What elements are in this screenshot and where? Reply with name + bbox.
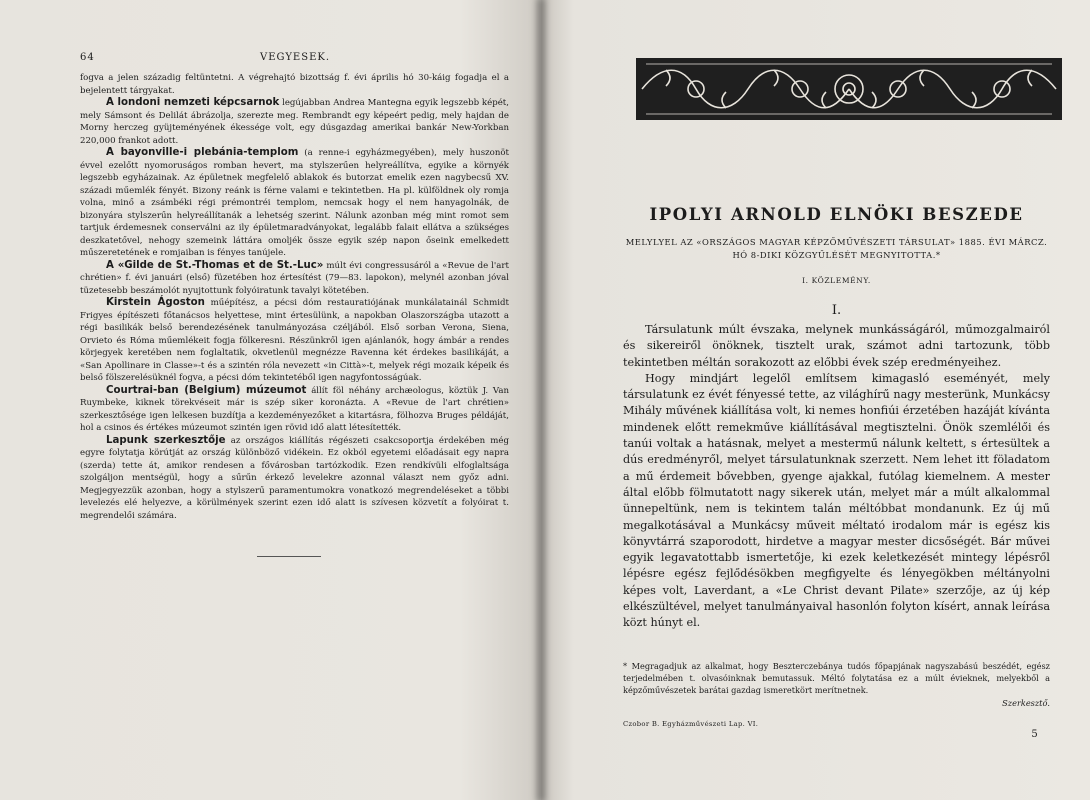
- part-label: I. KÖZLEMÉNY.: [802, 276, 871, 285]
- article-subtitle: MELYLYEL AZ «ORSZÁGOS MAGYAR KÉPZŐMŰVÉSZETI TÁRSULAT» 1885. ÉVI MÁRCZ. HÓ 8-DIKI KÖZGYŰLÉSÉT MEGNYITOTTA.*: [625, 237, 1048, 260]
- paragraph-body: műépítész, a pécsi dóm restauratiójának munkálatainál Schmidt Frigyes építészeti főtanácsos helyettese, mint értesülünk, a napokban Olaszországba utazott a régi basilikák belső berendezésének tanulmányozása czéljából. Első sorban Verona, Siena, Orvieto és Róma műemlékeit fogja fölkeresni. Részünkről igen ajánlanók, hogy ámbár a rendes körjegyek keretében nem foglaltatik, okvetlenül megnézze Ravenna két érdekes basilikáját, a «San Apollinare in Classe»-t és a szintén róla nevezett «in Città»-t, melyek régi mozaik képeik és belső fölszerelésüknél fogva, a pécsi dóm tekintetéből igen nagyfontosságúak.: [80, 298, 510, 383]
- paragraph-heading: A «Gilde de St.-Thomas et de St.-Luc»: [106, 259, 324, 271]
- running-header: [80, 52, 509, 72]
- paragraph: [80, 260, 509, 298]
- paragraph: [80, 435, 509, 523]
- left-page: [0, 0, 541, 800]
- page-number: 64: [80, 52, 95, 63]
- page-number: 5: [1031, 729, 1038, 740]
- signature-line: Czobor B. Egyházművészeti Lap. VI.: [623, 720, 759, 728]
- section-number: I.: [831, 303, 842, 318]
- paragraph-heading: Courtrai-ban (Belgium) múzeumot: [106, 384, 307, 396]
- paragraph-body: állít föl néhány archæologus, köztük J. Van Ruymbeke, kiknek törekvéseit már is szép siker koronázta. A «Revue de l'art chrétien» szerkesztősége igen lelkesen buzdítja a kezdeményezőket a kitartásra, fölhozva Bruges példáját, hol a csinos és értékes múzeumot szintén igen rövid idő alatt létesítették.: [80, 385, 509, 433]
- right-text-body: [623, 322, 1050, 632]
- paragraph-body: (a renne-i egyházmegyében), mely huszonöt évvel ezelőtt nyomoruságos romban hevert, ma stylszerűen helyreállítva, egyike a környék legszebb egyházainak. Az épületnek megfelelő ablakok és butorzat emelik ezen nagybecsű XV. századi műemlék fényét. Bizony reánk is férne valami e tekintetben. Ha pl. külföldnek oly romja volna, minő a zsámbéki régi prémontréi templom, nemcsak hogy el nem hanyagolnák, de bizonyára stylszerűn helyreállítanák a lehetség szerint. Nálunk azonban még mint romot sem tartjuk érdemesnek conserválni az ily épületmaradványokat, legalább falait ellátva a szükséges deszkatetővel, nehogy szemeink láttára omoljék össze egyik szép napon őseink emelkedett műszeretetének e romjaiban is fényes tanújele.: [80, 148, 509, 258]
- paragraph-heading: A bayonville-i plebánia-templom: [106, 147, 299, 158]
- paragraph-heading: Kirstein Ágoston: [106, 297, 205, 308]
- running-head-title: VEGYESEK.: [260, 52, 331, 63]
- right-page: [541, 0, 1090, 800]
- ornamental-headpiece: [636, 58, 1062, 120]
- paragraph: [80, 385, 509, 435]
- paragraph-body: fogva a jelen századig feltüntetni. A végrehajtó bizottság f. évi április hó 30-káig fogadja el a bejelentett tárgyakat.: [80, 73, 509, 96]
- paragraph: Hogy mindjárt legelől említsem kimagasló eseményét, mely társulatunk ez évét fényessé tette, az világhírű nagy mesterünk, Munkácsy Mihály művének kiállítása volt, ki nemes honfiúi érzetében hazáját kívánta mindenek előtt remekműve kiállításával megtisztelni. Önök szemlélői és tanúi voltak a hatásnak, melyet a mestermű nálunk keltett, s értesültek a dús eredményről, melyet társulatunknak szerzett. Nem lehet itt föladatom a mű érdemeit bővebben, gyenge ajakkal, futólag kiemelnem. A mester által előbb fölmutatott nagy sikerek után, melyet már a múlt alkalommal ünnepeltünk, nem is tekintem talán méltóbbat mondanunk. Ez új mű megalkotásával a Munkácsy műveit méltató irodalom már is egész kis könyvtárrá szaporodott, hirdetve a magyar mester dicsőségét. Bár művei egyik legavatottabb ismertetője, ki ezek keletkezését mintegy lépésről lépésre egész fejlődésökben megfigyelte és lényegökben méltányolni képes volt, Laverdant, a «Le Christ devant Pilate» szerzője, az új kép elkészültével, melyet tanulmányaival hasonlón folyton kísért, annak leírása közt húnyt el.: [623, 371, 1050, 630]
- page-footer: [623, 720, 1050, 740]
- paragraph: Társulatunk múlt évszaka, melynek munkásságáról, műmozgalmairól és sikereiről önöknek, tisztelt urak, számot adni tartozunk, több tekintetben méltán sorakozott az előbbi évek szép eredményeihez.: [623, 323, 1050, 369]
- footnote-text: * Megragadjuk az alkalmat, hogy Beszterczebánya tudós főpapjának nagyszabású beszédét, egész terjedelmében t. olvasóinknak bemutassuk. Méltó folytatása ez a múlt évieknek, melyekből a képzőművészetek barátai gazdag ismeretkört merítnetnek.: [623, 661, 1050, 696]
- left-text-body: [80, 72, 509, 522]
- paragraph-heading: Lapunk szerkesztője: [106, 434, 226, 446]
- footnote-signature: Szerkesztő.: [1002, 697, 1050, 708]
- paragraph: [80, 297, 509, 385]
- paragraph: [80, 97, 509, 147]
- paragraph-body: múlt évi congressusáról a «Revue de l'art chrétien» f. évi januári (első) füzetében hoz értesítést (79—83. lapokon), melynél azonban jóval tüzetesebb beszámolót nyujtottunk folyóiratunk tavalyi kötetében.: [80, 260, 509, 296]
- paragraph-body: legújabban Andrea Mantegna egyik legszebb képét, mely Sámsont és Delilát ábrázolja, szerezte meg. Rembrandt egy képeért pedig, mely hajdan de Morny herczeg gyüjteményének ékessége volt, egy dúsgazdag amerikai bankár New-Yorkban 220,000 frankot adott.: [80, 98, 509, 146]
- article-title: IPOLYI ARNOLD ELNÖKI BESZEDE: [649, 205, 1024, 224]
- paragraph-heading: A londoni nemzeti képcsarnok: [106, 97, 280, 108]
- paragraph: [80, 72, 509, 97]
- paragraph: [80, 147, 509, 260]
- paragraph-body: az országos kiállítás régészeti csakcsoportja érdekében még egyre folytatja körútját az ország különböző vidékein. Ez okból egyetemi előadásait egy napra (szerda) tette át, amikor rendesen a fővárosban tartózkodik. Ezen rendkívüli elfoglaltsága szolgáljon mentségül, hogy a sűrűn érkező levelekre azonnal választ nem győz adni. Megjegyezzük azonban, hogy a stylszerű paramentumokra vonatkozó megrendeléseket a többi levelezés elé helyezve, a körülmények szerint ezen idő alatt is szívesen közvetít a folyóirat t. megrendelői számára.: [80, 435, 510, 521]
- section-divider: [257, 556, 321, 557]
- footnote: [623, 660, 1050, 709]
